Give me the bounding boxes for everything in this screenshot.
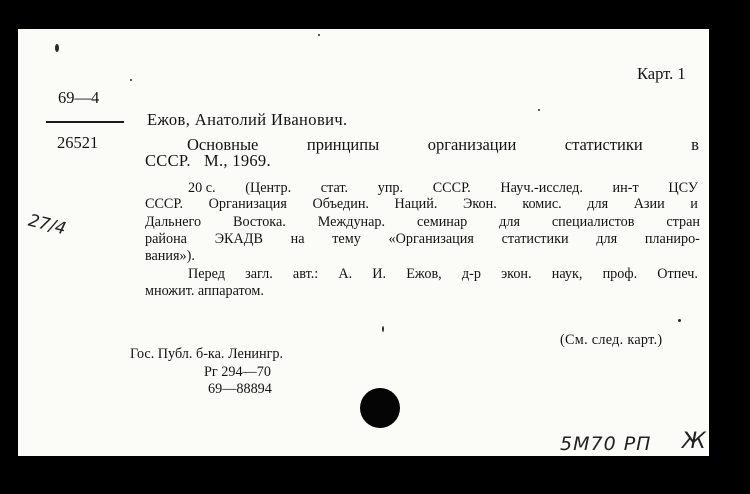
note-line-1 — [188, 267, 698, 281]
collation-word: комис. — [522, 196, 562, 212]
note-word: И. — [372, 266, 387, 282]
accession-number: 26521 — [57, 133, 99, 152]
ink-speck — [130, 79, 132, 81]
collation-word: (Центр. — [245, 180, 292, 196]
catalog-card — [18, 29, 709, 456]
shelf-divider — [46, 121, 124, 123]
collation-word: специалистов — [551, 214, 635, 230]
collation-word: Наций. — [394, 196, 438, 212]
note-word: проф. — [602, 266, 638, 282]
collation-line-3 — [145, 215, 700, 229]
collation-word: планиро- — [644, 231, 700, 247]
note-word: Ежов, — [406, 266, 442, 282]
collation-word: Азии — [633, 196, 665, 212]
collation-word: для — [596, 231, 618, 247]
card-number: Карт. 1 — [637, 64, 686, 83]
ink-speck — [382, 326, 384, 332]
collation-word: Объедин. — [312, 196, 369, 212]
note-word: загл. — [245, 266, 273, 282]
collation-word: Организация — [208, 196, 287, 212]
collation-word: ин-т — [612, 180, 639, 196]
note-word: наук, — [551, 266, 583, 282]
collation-word: «Организация — [388, 231, 474, 247]
collation-word: семинар — [416, 214, 468, 230]
ink-speck — [318, 34, 320, 36]
collation-word: ЦСУ — [668, 180, 698, 196]
title-line-2: СССР. М., 1969. — [145, 151, 271, 170]
collation-word: района — [145, 231, 187, 247]
title-word: Основные — [187, 135, 259, 154]
collation-line-4 — [145, 232, 700, 246]
library-name: Гос. Публ. б-ка. Ленингр. — [130, 346, 284, 362]
collation-word: Экон. — [462, 196, 497, 212]
handwritten-margin-note: 27/4 — [26, 210, 69, 240]
note-word: экон. — [501, 266, 532, 282]
collation-word: стат. — [320, 180, 349, 196]
collation-word: на — [290, 231, 305, 247]
note-word: Перед — [188, 266, 225, 282]
title-word: в — [691, 135, 699, 154]
handwritten-corner-mark: Ж — [682, 429, 706, 454]
collation-word: Востока. — [232, 214, 286, 230]
collation-word: Дальнего — [145, 214, 202, 230]
collation-word: 20 с. — [188, 180, 216, 196]
ink-speck — [55, 44, 59, 52]
collation-line-1 — [188, 181, 698, 195]
collation-word: СССР. — [432, 180, 471, 196]
ink-speck — [538, 109, 540, 111]
collation-word: и — [690, 196, 698, 212]
collation-word: для — [587, 196, 609, 212]
note-word: д-р — [461, 266, 481, 282]
note-word: авт.: — [292, 266, 319, 282]
handwritten-bottom-note: 5М70 РП — [560, 433, 652, 455]
collation-word: упр. — [377, 180, 404, 196]
collation-word: Науч.-исслед. — [500, 180, 583, 196]
title-word: статистики — [564, 135, 643, 154]
title-word: организации — [427, 135, 517, 154]
collation-word: тему — [332, 231, 361, 247]
continued-note: (См. след. карт.) — [560, 332, 663, 348]
ink-speck — [678, 319, 681, 322]
author-heading: Ежов, Анатолий Иванович. — [147, 110, 348, 129]
record-number: Рг 294—70 — [204, 364, 271, 380]
note-word: Отпеч. — [657, 266, 698, 282]
note-word: А. — [338, 266, 353, 282]
collation-word: Междунар. — [317, 214, 386, 230]
title-word: принципы — [306, 135, 380, 154]
collation-line-5: вания»). — [145, 248, 195, 264]
collation-word: стран — [666, 214, 700, 230]
collation-word: ЭКАДВ — [214, 231, 263, 247]
collation-word: для — [499, 214, 520, 230]
collation-line-2 — [145, 197, 698, 211]
shelf-mark: 69—4 — [58, 88, 100, 107]
collation-word: статистики — [501, 231, 569, 247]
order-number: 69—88894 — [208, 381, 272, 397]
collation-word: СССР. — [145, 196, 184, 212]
note-line-2: множит. аппаратом. — [145, 283, 264, 299]
punch-hole — [360, 388, 400, 428]
